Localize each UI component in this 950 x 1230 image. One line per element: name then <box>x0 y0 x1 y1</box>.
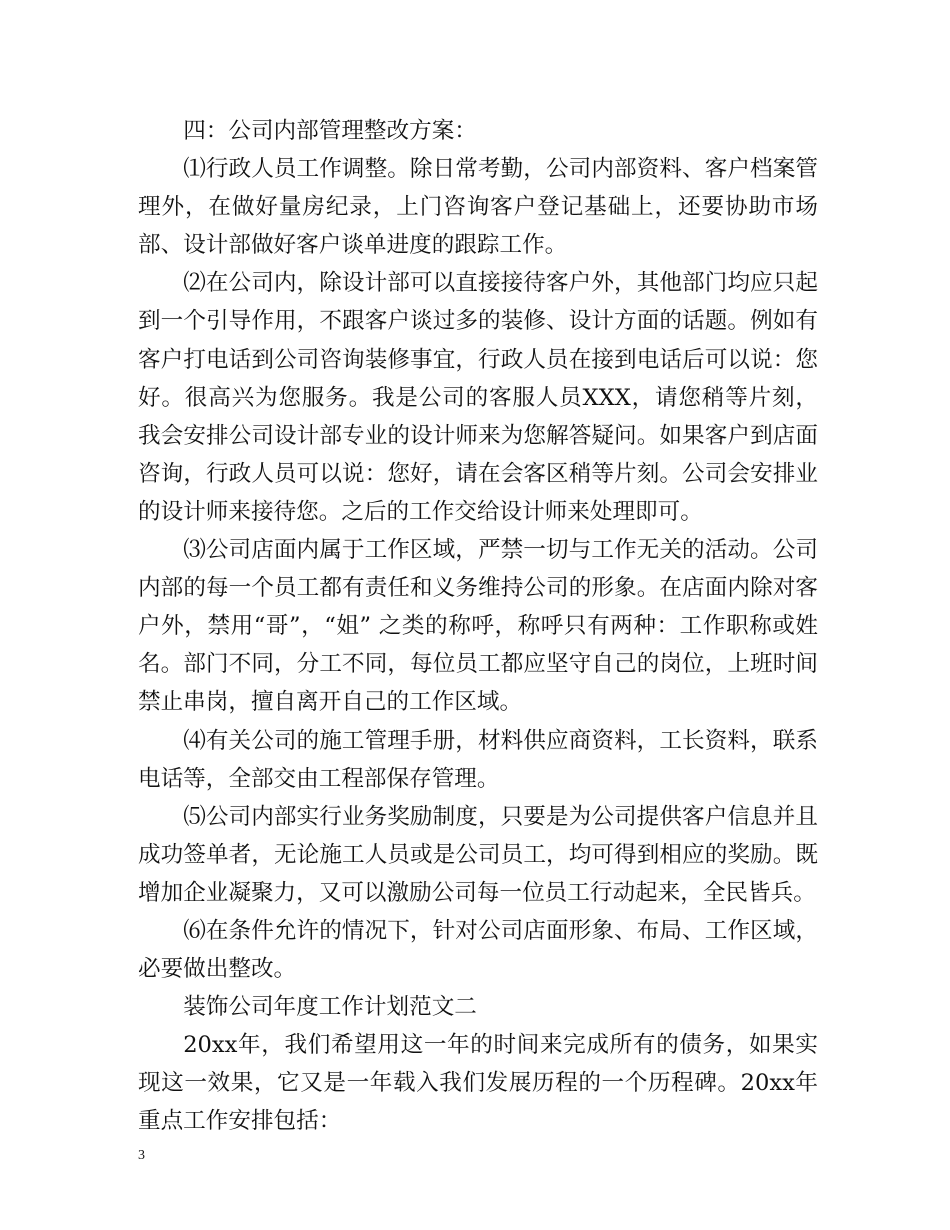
section-heading: 四：公司内部管理整改方案： <box>183 118 477 144</box>
page-number: 3 <box>138 1148 145 1163</box>
paragraph-item-2: ⑵在公司内，除设计部可以直接接待客户外，其他部门均应只起到一个引导作用，不跟客户谈过多的装修、设计方面的话题。例如有客户打电话到公司咨询装修事宜，行政人员在接到电话后可以说：您好。很高兴为您服务。我是公司的客服人员XXX，请您稍等片刻，我会安排公司设计部专业的设计师来为您解答疑问。如果客户到店面咨询，行政人员可以说：您好，请在会客区稍等片刻。公司会安排业的设计师来接待您。之后的工作交给设计师来处理即可。 <box>138 270 818 525</box>
paragraph-item-3: ⑶公司店面内属于工作区域，严禁一切与工作无关的活动。公司内部的每一个员工都有责任和义务维持公司的形象。在店面内除对客户外，禁用“哥”，“姐” 之类的称呼，称呼只有两种：工作职称或姓名。部门不同，分工不同，每位员工都应坚守自己的岗位，上班时间禁止串岗，擅自离开自己的工作区域。 <box>138 537 818 716</box>
paragraph-intro: 20xx年，我们希望用这一年的时间来完成所有的债务，如果实现这一效果，它又是一年载入我们发展历程的一个历程碑。20xx年重点工作安排包括： <box>138 1032 818 1135</box>
paragraph-item-4: ⑷有关公司的施工管理手册，材料供应商资料，工长资料，联系电话等，全部交由工程部保存管理。 <box>138 727 818 792</box>
document-body <box>138 112 818 1141</box>
paragraph-item-6: ⑹在条件允许的情况下，针对公司店面形象、布局、工作区域，必要做出整改。 <box>138 917 818 983</box>
subsection-title: 装饰公司年度工作计划范文二 <box>183 994 477 1021</box>
paragraph-item-1: ⑴行政人员工作调整。除日常考勤，公司内部资料、客户档案管理外，在做好量房纪录，上门咨询客户登记基础上，还要协助市场部、设计部做好客户谈单进度的跟踪工作。 <box>138 156 818 259</box>
paragraph-item-5: ⑸公司内部实行业务奖励制度，只要是为公司提供客户信息并且成功签单者，无论施工人员或是公司员工，均可得到相应的奖励。既增加企业凝聚力，又可以激励公司每一位员工行动起来，全民皆兵。 <box>138 803 818 906</box>
